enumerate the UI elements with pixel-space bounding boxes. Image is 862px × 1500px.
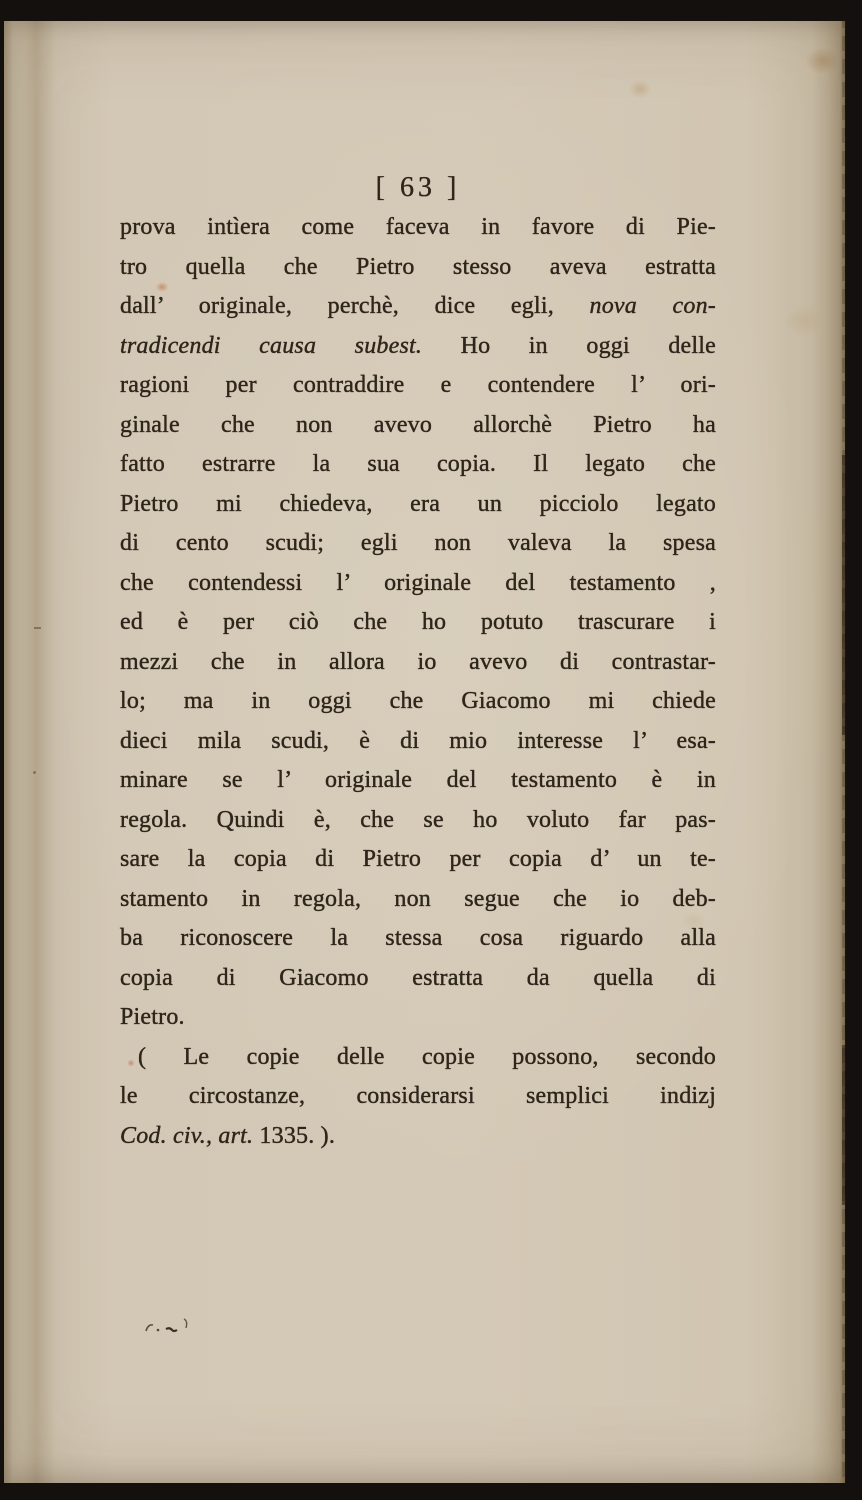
text-line: stamento in regola, non segue che io deb- (120, 885, 716, 912)
text-line: prova intìera come faceva in favore di Pie- (120, 214, 716, 240)
text-line: fatto estrarre la sua copia. Il legato che (120, 451, 716, 477)
text-line: mezzi che in allora io avevo di contrastar- (120, 648, 716, 675)
text-line: sare la copia di Pietro per copia d’ un te- (120, 846, 716, 872)
text-line: lo; ma in oggi che Giacomo mi chiede (120, 688, 716, 714)
text-block (120, 170, 716, 1156)
text-line: dieci mila scudi, è di mio interesse l’ esa- (120, 727, 716, 754)
text-line: ed è per ciò che ho potuto trascurare i (120, 609, 716, 635)
page-paper (4, 21, 845, 1483)
body-text (120, 208, 716, 1156)
margin-speck (34, 627, 41, 629)
text-line: Pietro mi chiedeva, era un picciolo legato (120, 490, 716, 517)
text-line: regola. Quindi è, che se ho voluto far pas- (120, 806, 716, 833)
text-line: minare se l’ originale del testamento è in (120, 767, 716, 793)
text-line: ragioni per contraddire e contendere l’ ori- (120, 372, 716, 398)
ink-smudge (142, 1309, 194, 1339)
text-line: ginale che non avevo allorchè Pietro ha (120, 411, 716, 438)
text-line: dall’ originale, perchè, dice egli, nova con- (120, 293, 716, 319)
text-line: ba riconoscere la stessa cosa riguardo alla (120, 925, 716, 951)
text-line: Pietro. (120, 1004, 185, 1030)
text-line: copia di Giacomo estratta da quella di (120, 964, 716, 991)
text-line: di cento scudi; egli non valeva la spesa (120, 530, 716, 556)
text-line: ( Le copie delle copie possono, secondo (138, 1043, 716, 1070)
page-edge-mark (842, 455, 845, 735)
text-line: Cod. civ., art. 1335. ). (120, 1122, 336, 1149)
text-line: che contendessi l’ originale del testamento , (120, 569, 716, 596)
page-number: [ 63 ] (375, 172, 461, 203)
margin-speck (33, 771, 36, 774)
page-edge-mark (842, 1045, 845, 1205)
text-line: tro quella che Pietro stesso aveva estratta (120, 253, 716, 280)
text-line: tradicendi causa subest. Ho in oggi delle (120, 332, 716, 359)
text-line: le circostanze, considerarsi semplici indizj (120, 1083, 716, 1109)
